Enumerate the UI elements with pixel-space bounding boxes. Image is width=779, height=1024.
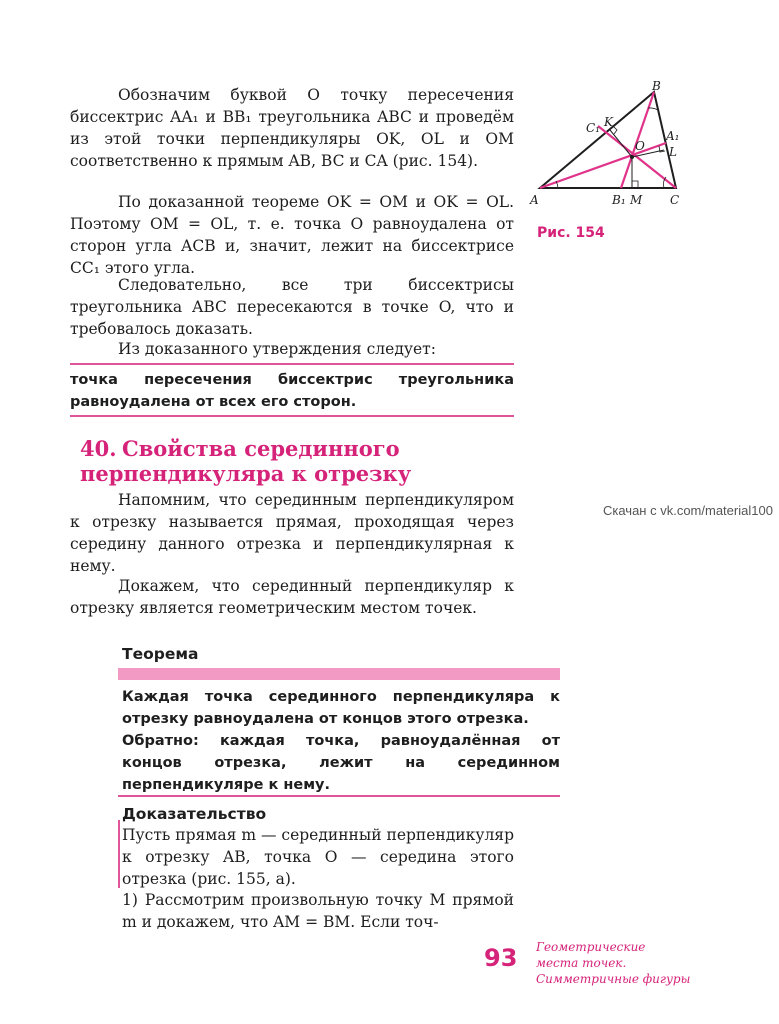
running-footer [536,939,690,987]
proof-heading: Доказательство [122,805,267,823]
right-angle-l [659,146,665,152]
label-a1: A₁ [666,129,680,143]
label-o: O [635,139,645,153]
label-b1: B₁ [612,193,626,207]
paragraph-claim: Докажем, что серединный перпендикуляр к отрезку является геометрическим местом точек. [70,577,514,617]
paragraph-proof-step1: 1) Рассмотрим произвольную точку M прямой m и докажем, что AM = BM. Если точ- [122,891,514,931]
label-l: L [669,145,677,159]
point-o [630,155,634,159]
figure-caption: Рис. 154 [537,225,605,241]
triangle-abc [540,92,676,188]
right-angle-m [632,181,638,188]
paragraph-follows: Из доказанного утверждения следует: [118,340,436,358]
proof-bar [118,820,120,888]
watermark: Скачан с vk.com/material100 [603,503,773,518]
section-number: 40. [80,436,117,461]
footer-line-3: Симметричные фигуры [536,972,691,986]
label-m: M [630,193,643,207]
label-b: B [652,80,661,93]
label-a: A [530,193,539,207]
paragraph-conclusion: Следовательно, все три биссектрисы треугольника ABC пересекаются в точке O, что и требовалось доказать. [70,276,514,338]
angle-arc-b [648,108,658,110]
label-c: C [670,193,680,207]
divider-bottom [70,415,514,417]
page-number: 93 [484,944,518,972]
theorem-band [118,668,560,680]
theorem-statement: Каждая точка серединного перпендикуляра к отрезку равноудалена от концов этого отрезка. [122,689,560,727]
paragraph-definition: Напомним, что серединным перпендикуляром к отрезку называется прямая, проходящая через середину данного отрезка и перпендикулярная к нему. [70,491,514,575]
footer-line-2: места точек. [536,956,627,970]
paragraph-theorem-use: По доказанной теореме OK = OM и OK = OL. Поэтому OM = OL, т. е. точка O равноудалена от сторон угла ACB и, значит, лежит на биссектрисе CC₁ этого угла. [70,193,514,277]
paragraph-intro: Обозначим буквой O точку пересечения биссектрис AA₁ и BB₁ треугольника ABC и проведём из этой точки перпендикуляры OK, OL и OM соответственно к прямым AB, BC и CA (рис. 154). [70,86,514,170]
section-heading [80,436,500,486]
label-k: K [604,115,613,129]
theorem-heading: Теорема [122,645,199,663]
label-c1: C₁ [586,121,600,135]
theorem-converse: Обратно: каждая точка, равноудалённая от концов отрезка, лежит на серединном перпендикуляре к нему. [122,733,560,793]
corollary-text: точка пересечения биссектрис треугольника равноудалена от всех его сторон. [70,372,514,410]
paragraph-proof-intro: Пусть прямая m — серединный перпендикуляр к отрезку AB, точка O — середина этого отрезка (рис. 155, а). [122,826,514,888]
figure-154 [528,80,698,210]
section-title: Свойства серединного перпендикуляра к отрезку [80,436,412,486]
perpendicular-ok [610,130,632,157]
footer-line-1: Геометрические [536,940,646,954]
divider-top [70,363,514,365]
theorem-divider [118,795,560,797]
